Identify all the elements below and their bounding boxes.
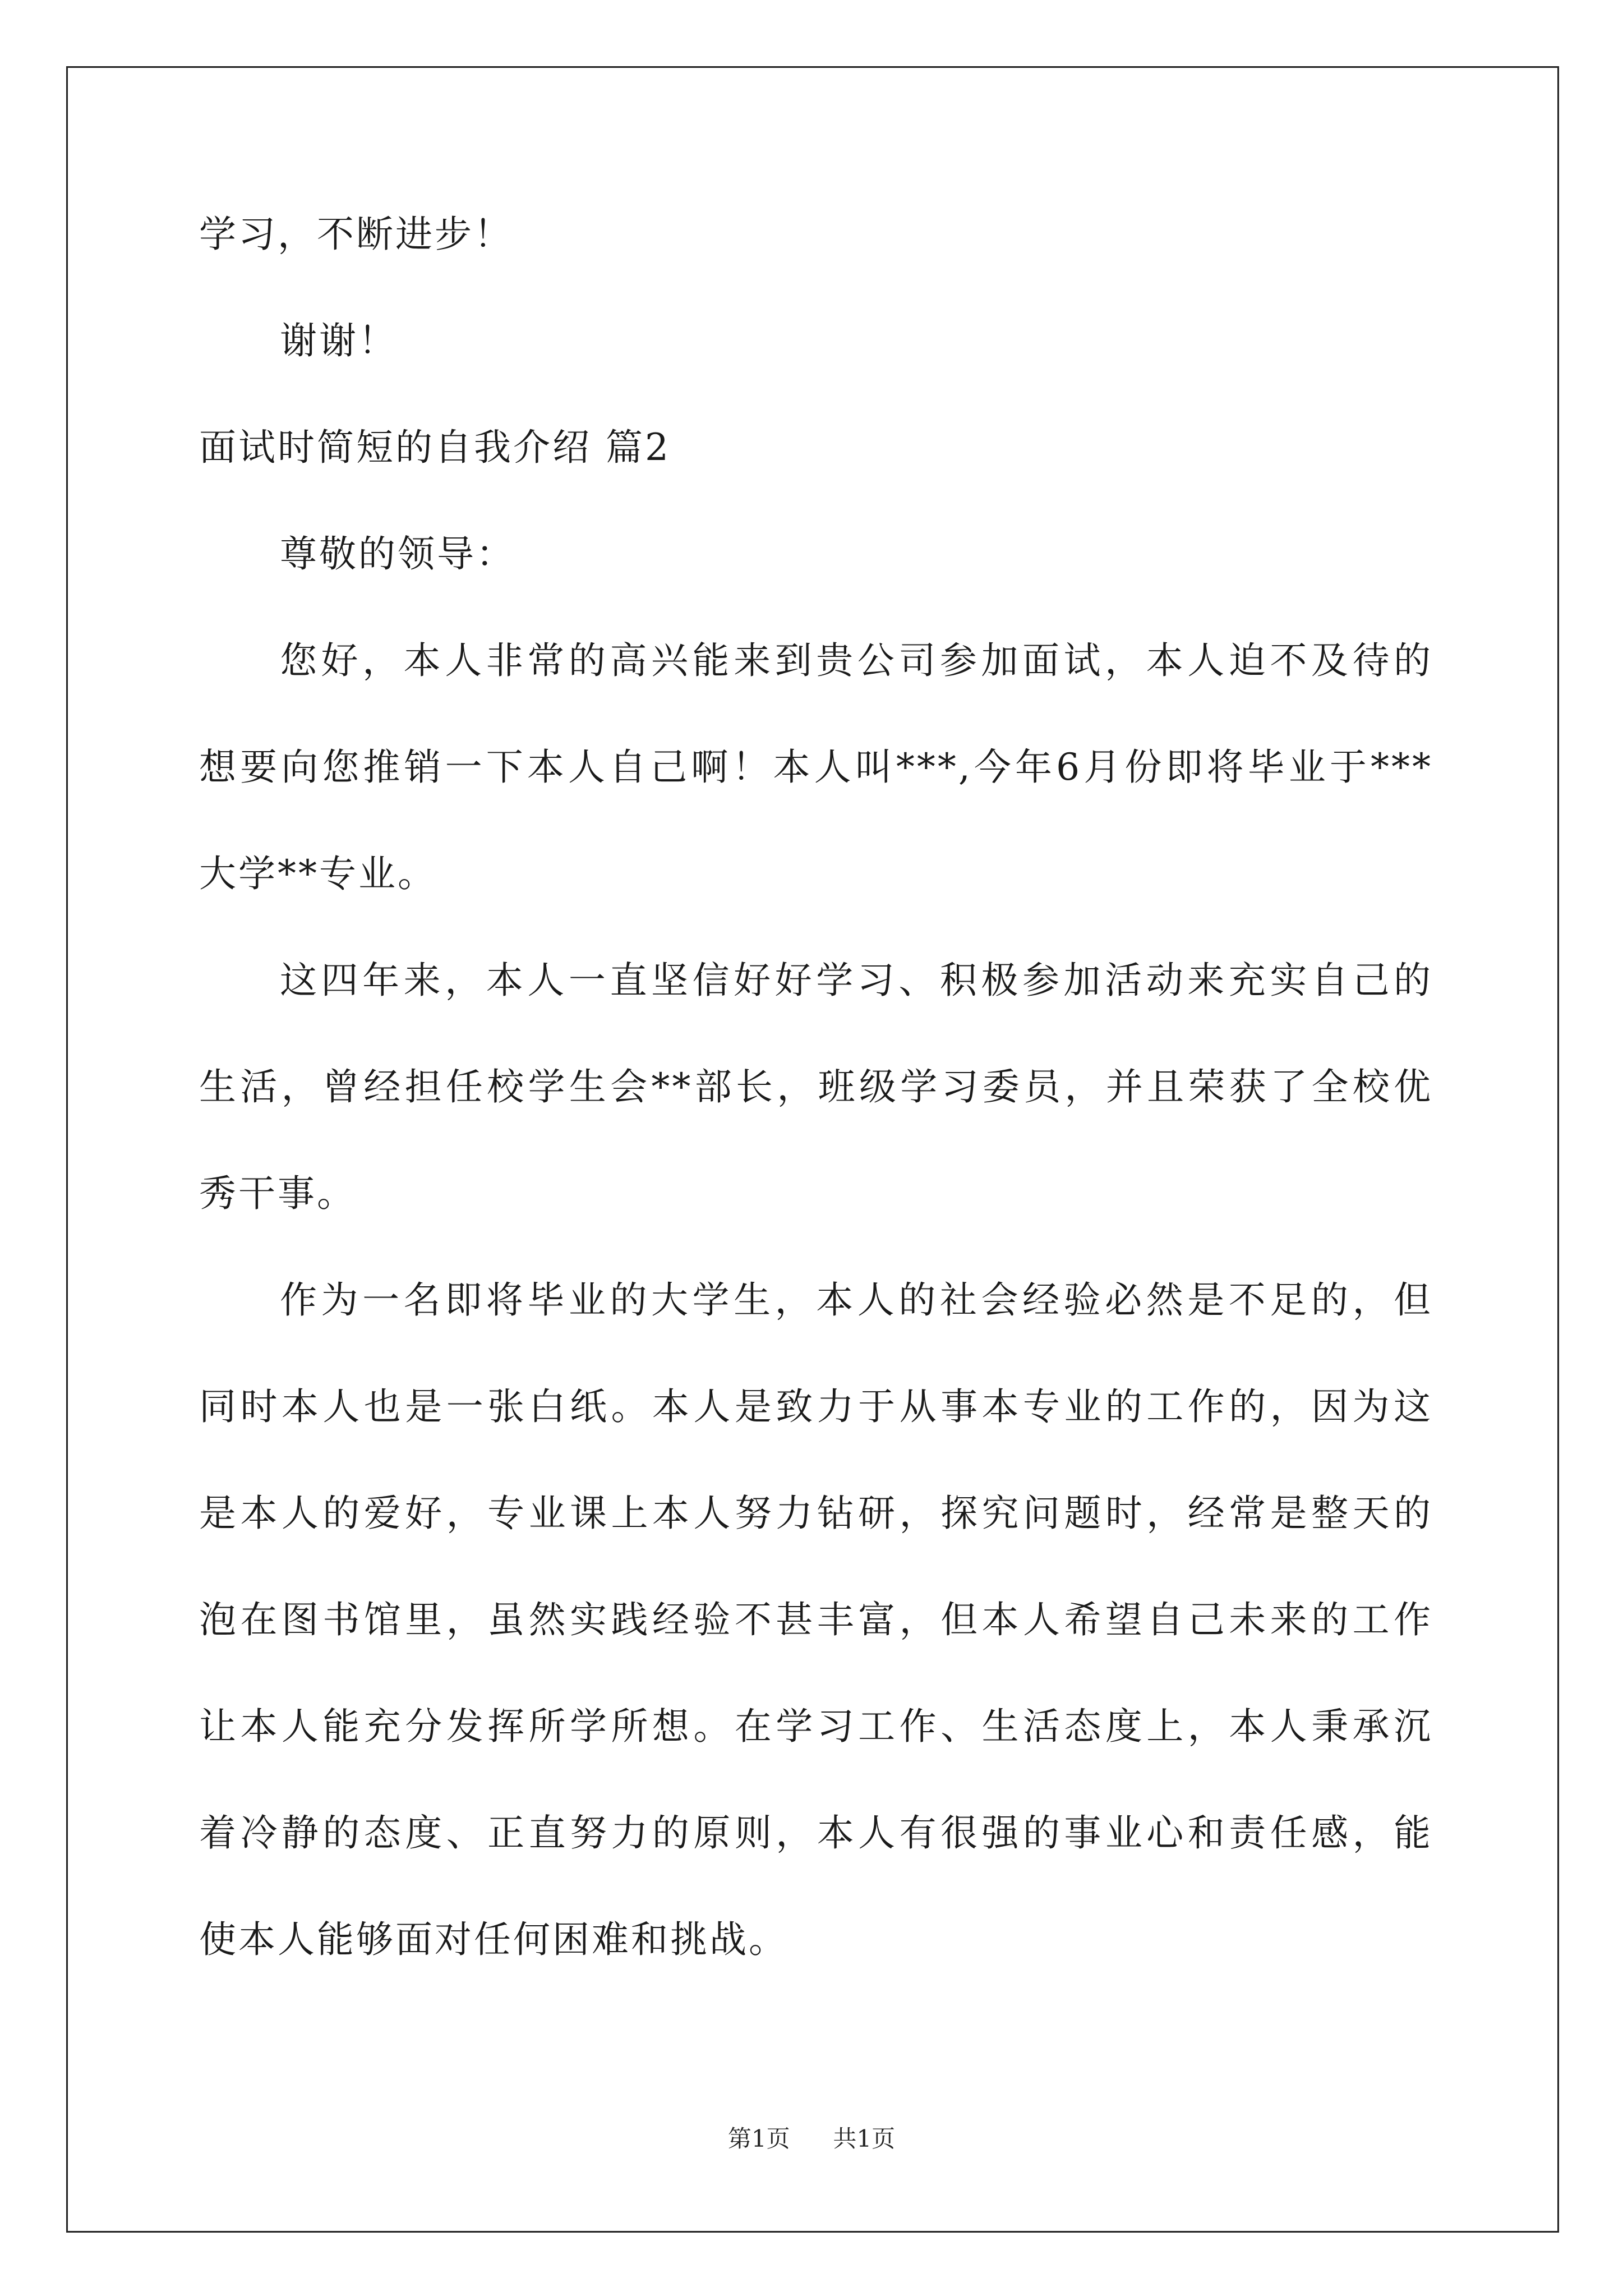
text-line: 大学**专业。 (199, 852, 437, 895)
text-line: 是本人的爱好，专业课上本人努力钻研，探究问题时，经常是整天的 (199, 1492, 1433, 1535)
text-line: 生活，曾经担任校学生会**部长，班级学习委员，并且荣获了全校优 (199, 1065, 1433, 1108)
text-line: 谢谢！ (280, 319, 398, 362)
text-line: 秀干事。 (199, 1172, 356, 1215)
text-line: 您好，本人非常的高兴能来到贵公司参加面试，本人迫不及待的 (280, 639, 1433, 682)
text-line: 让本人能充分发挥所学所想。在学习工作、生活态度上，本人秉承沉 (199, 1705, 1433, 1748)
text-line: 泡在图书馆里，虽然实践经验不甚丰富，但本人希望自己未来的工作 (199, 1598, 1433, 1641)
text-line: 使本人能够面对任何困难和挑战。 (199, 1918, 788, 1961)
page-footer (0, 2120, 1623, 2154)
page-number-current: 第1页 (727, 2125, 790, 2152)
text-line: 作为一名即将毕业的大学生，本人的社会经验必然是不足的，但 (280, 1278, 1433, 1322)
text-line: 学习，不断进步！ (199, 213, 513, 256)
document-body (199, 208, 1433, 2019)
text-line: 这四年来，本人一直坚信好好学习、积极参加活动来充实自己的 (280, 959, 1433, 1002)
text-line: 想要向您推销一下本人自己啊！本人叫***,今年6月份即将毕业于*** (199, 746, 1433, 789)
section-heading: 面试时简短的自我介绍 篇2 (199, 426, 671, 469)
text-line: 着冷静的态度、正直努力的原则，本人有很强的事业心和责任感，能 (199, 1811, 1433, 1855)
text-line: 同时本人也是一张白纸。本人是致力于从事本专业的工作的，因为这 (199, 1385, 1433, 1428)
page-number-total: 共1页 (833, 2125, 896, 2152)
salutation: 尊敬的领导： (280, 532, 515, 576)
